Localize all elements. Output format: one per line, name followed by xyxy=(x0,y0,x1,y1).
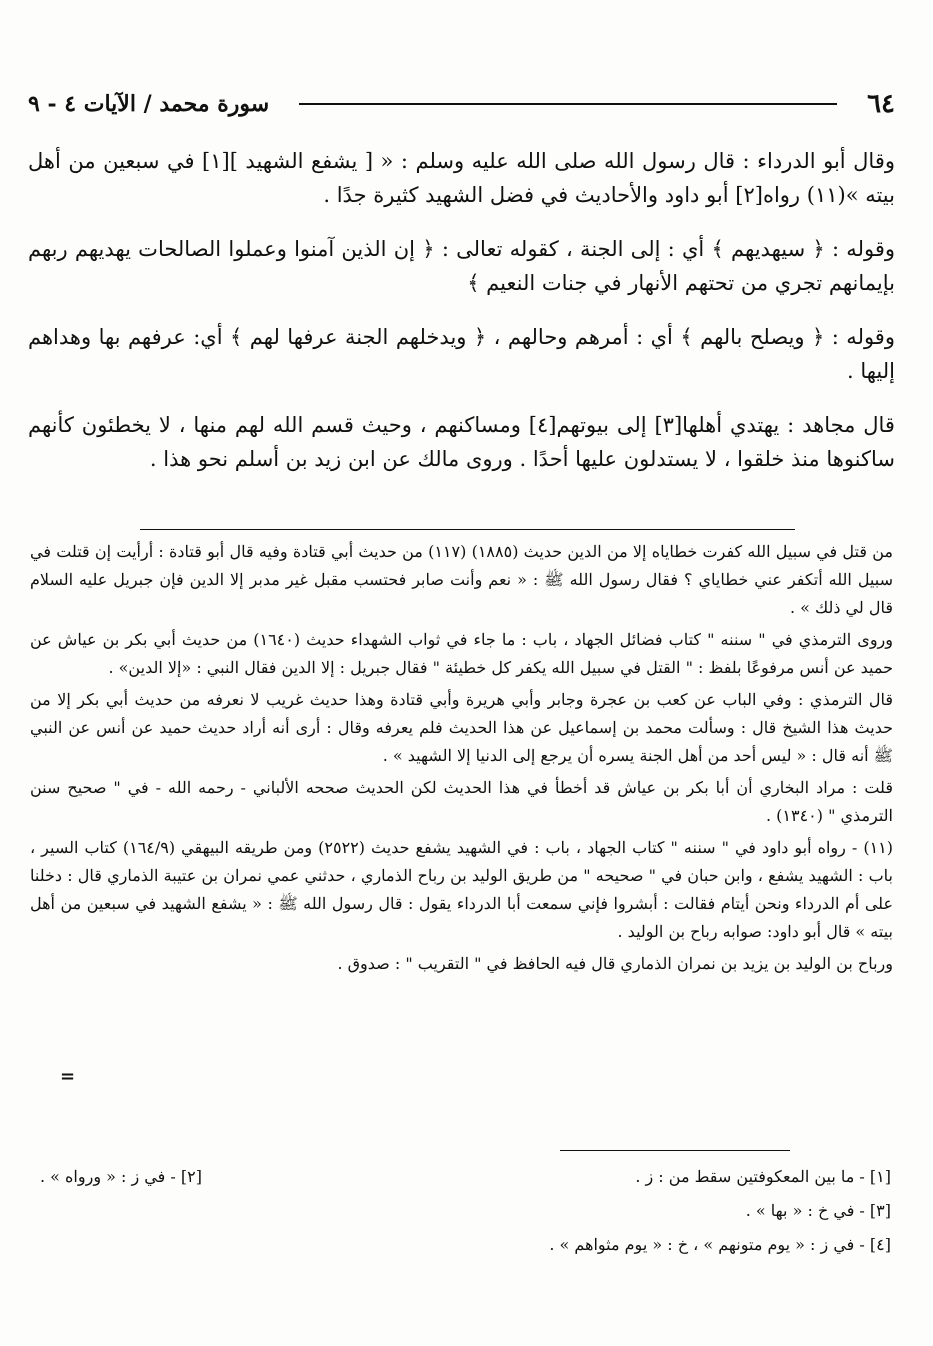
page-header xyxy=(28,82,895,126)
critical-apparatus xyxy=(40,1160,891,1262)
page-number: ٦٤ xyxy=(867,89,895,119)
footnote-paragraph: وروى الترمذي في " سننه " كتاب فضائل الجهاد ، باب : ما جاء في ثواب الشهداء حديث (١٦٤٠) من حديث أبي بكر بن عياش عن حميد عن أنس مرفوعًا بلفظ : " القتل في سبيل الله يكفر كل خطيئة " فقال جبريل : إلا الدين فقال النبي : «إلا الدين» . xyxy=(30,630,894,677)
footnote-paragraph: ورباح بن الوليد بن يزيد بن نمران الذماري قال فيه الحافظ في " التقريب " : صدوق . xyxy=(337,954,893,973)
apparatus-row xyxy=(40,1194,891,1228)
apparatus-row xyxy=(40,1228,891,1262)
apparatus-note: [٢] - في ز : « ورواه » . xyxy=(40,1167,202,1186)
footnote-paragraph: من قتل في سبيل الله كفرت خطاياه إلا من الدين حديث (١٨٨٥) (١١٧) من حديث أبي قتادة وفيه قال أبو قتادة : أرأيت إن قتلت في سبيل الله أتكفر عني خطاياي ؟ فقال رسول الله ﷺ : « نعم وأنت صابر فحتسب مقبل غير مدبر إلا الدين فإن جبريل عليه السلام قال لي ذلك » . xyxy=(30,542,894,617)
main-paragraph: وقال أبو الدرداء : قال رسول الله صلى الله عليه وسلم : « [ يشفع الشهيد ][١] في سبعين من أهل بيته »(١١) رواه[٢] أبو داود والأحاديث في فضل الشهيد كثيرة جدًا . xyxy=(28,149,895,207)
main-paragraph: وقوله : ﴿ سيهديهم ﴾ أي : إلى الجنة ، كقوله تعالى : ﴿ إن الذين آمنوا وعملوا الصالحات يهديهم ربهم بإيمانهم تجري من تحتهم الأنهار في جنات النعيم ﴾ xyxy=(28,237,895,295)
apparatus-note: [٤] - في ز : « يوم متونهم » ، خ : « يوم مثواهم » . xyxy=(549,1235,891,1254)
running-title: سورة محمد / الآيات ٤ - ٩ xyxy=(28,91,270,117)
apparatus-separator xyxy=(560,1150,790,1151)
footnotes xyxy=(30,538,893,982)
footnote-separator xyxy=(140,529,795,530)
header-rule xyxy=(299,103,837,105)
apparatus-note: [٣] - في خ : « بها » . xyxy=(745,1201,891,1220)
main-paragraph: وقوله : ﴿ ويصلح بالهم ﴾ أي : أمرهم وحالهم ، ﴿ ويدخلهم الجنة عرفها لهم ﴾ أي: عرفهم بها وهداهم إليها . xyxy=(28,325,895,383)
main-text xyxy=(28,144,895,496)
footnote-paragraph: قال الترمذي : وفي الباب عن كعب بن عجرة وجابر وأبي هريرة وأبي قتادة وهذا حديث غريب لا نعرفه من حديث أبي بكر إلا من حديث هذا الشيخ قال : وسألت محمد بن إسماعيل عن هذا الحديث فلم يعرفه وقال : أرى أنه أراد حديث حميد عن أنس عن النبي ﷺ أنه قال : « ليس أحد من أهل الجنة يسره أن يرجع إلى الدنيا إلا الشهيد » . xyxy=(30,690,893,765)
continuation-mark: = xyxy=(60,1066,76,1087)
apparatus-note: [١] - ما بين المعكوفتين سقط من : ز . xyxy=(635,1167,891,1186)
footnote-paragraph: (١١) - رواه أبو داود في " سننه " كتاب الجهاد ، باب : في الشهيد يشفع حديث (٢٥٢٢) ومن طريقه البيهقي (١٦٤/٩) كتاب السير ، باب : الشهيد يشفع ، وابن حبان في " صحيحه " من طريق الوليد بن رباح الذماري ، حدثني عمي نمران بن عتيبة الذماري قال : دخلنا على أم الدرداء ونحن أيتام فقالت : أبشروا فإني سمعت أبا الدرداء يقول : قال رسول الله ﷺ : « يشفع الشهيد في سبعين من أهل بيته » قال أبو داود: صوابه رباح بن الوليد . xyxy=(30,838,894,941)
footnote-paragraph: قلت : مراد البخاري أن أبا بكر بن عياش قد أخطأ في هذا الحديث لكن الحديث صححه الألباني - رحمه الله - في " صحيح سنن الترمذي " (١٣٤٠) . xyxy=(30,778,894,825)
main-paragraph: قال مجاهد : يهتدي أهلها[٣] إلى بيوتهم[٤] ومساكنهم ، وحيث قسم الله لهم منها ، لا يخطئون كأنهم ساكنوها منذ خلقوا ، لا يستدلون عليها أحدًا . وروى مالك عن ابن زيد بن أسلم نحو هذا . xyxy=(28,413,895,471)
apparatus-row xyxy=(40,1160,891,1194)
